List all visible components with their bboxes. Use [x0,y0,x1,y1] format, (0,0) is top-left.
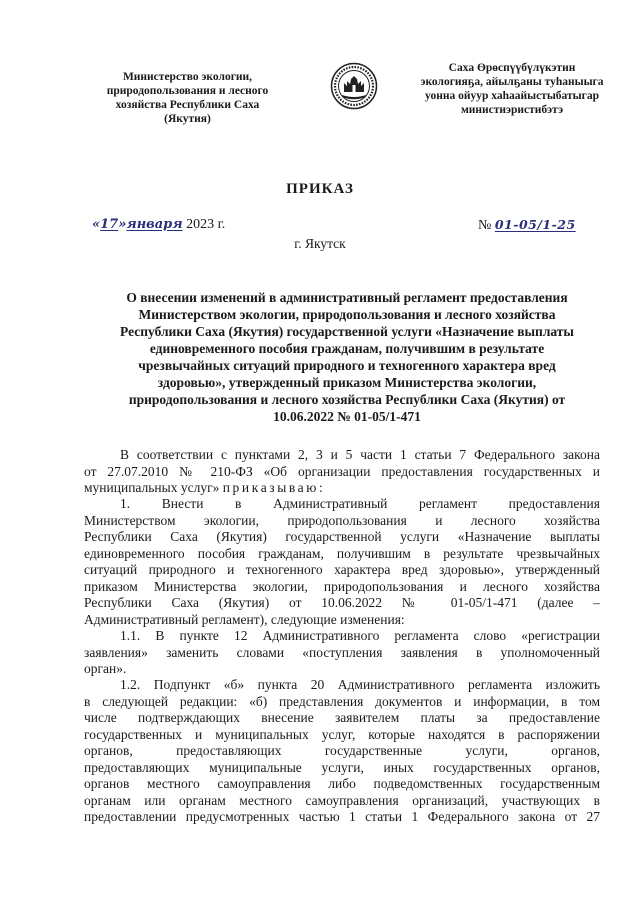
coat-of-arms-icon [330,62,378,110]
body-line: государственных и муниципальных услуг, которые находятся в распоряжении [84,726,600,742]
date-month: января [126,217,183,232]
body-line: предоставляющих муниципальные услуги, иных государственных органов, [84,759,600,775]
body-line: ситуаций природного и техногенного характера вред здоровью», утвержденный [84,562,600,577]
body-line: органов, предоставляющих государственные услуги, органов, [84,743,600,758]
heading-line: природопользования и лесного хозяйства Республики Саха (Якутия) от [128,392,566,407]
ministry-name-sakha [396,61,628,117]
ministry-name-line: (Якутия) [164,113,211,125]
ministry-name-line: Саха Өрөспүүбүлүкэтин [448,62,576,74]
body-line: Министерством экологии, природопользования и лесного хозяйства [84,512,600,528]
date-close-quote: » [118,217,127,232]
document-title: ПРИКАЗ [286,181,354,197]
body-line: орган». [84,661,127,676]
date-open-quote: « [92,217,101,232]
body-line: предоставлении предусмотренных частью 1 статьи 1 Федерального закона от 27 [84,809,600,824]
ministry-name-line: экологияҕа, айылҕаны туһаныыга [420,76,604,88]
ministry-name-line: хозяйства Республики Саха [115,99,260,111]
body-line: от 27.07.2010 № 210-ФЗ «Об организации предоставления государственных и [84,463,600,479]
number-value: 01-05/1-25 [494,217,576,232]
body-line: 1.2. Подпункт «б» пункта 20 Административного регламента изложить [120,677,600,692]
body-line: В соответствии с пунктами 2, 3 и 5 части 1 статьи 7 Федерального закона [120,447,600,462]
body-line: Республики Саха (Якутия) от 10.06.2022 № 01-05/1-471 (далее – [84,595,600,610]
date-day: 17 [100,217,119,232]
body-line: органов местного самоуправления либо подведомственных государственным [84,776,600,791]
body-line: числе подтверждающих внесение заявителем платы за предоставление [84,710,600,725]
ministry-name-line: министиэристибэтэ [460,104,564,116]
ministry-name-line: природопользования и лесного [106,85,269,97]
ministry-name-line: уонна ойуур хаһаайыстыбатыгар [424,90,600,102]
item-1-2-paragraph [84,677,600,826]
body-line: Административный регламент), следующие изменения: [84,611,405,627]
body-line: заявления» заменить словами «поступления заявления в уполномоченный [84,644,600,660]
order-number [478,217,576,234]
heading-line: О внесении изменений в административный регламент предоставления [126,290,568,305]
city-name: г. Якутск [294,236,346,251]
ministry-name-russian [80,70,295,126]
date-year: 2023 г. [186,217,226,232]
heading-line: 10.06.2022 № 01-05/1-471 [273,409,421,424]
body-line: приказом Министерства экологии, природопользования и лесного хозяйства [84,578,600,594]
heading-line: чрезвычайных ситуаций природного и техногенного характера вред [138,358,556,373]
heading-line: единовременного пособия гражданам, получившим в результате [149,341,545,356]
order-heading [84,289,610,425]
ministry-name-line: Министерство экологии, [122,71,253,83]
body-line: единовременного пособия гражданам, получившим в результате чрезвычайных [84,545,600,561]
body-line [84,480,600,497]
body-line: 1. Внести в Административный регламент предоставления [120,496,600,511]
body-line: в следующей редакции: «б) представления документов и информации, в том [84,693,600,709]
heading-line: здоровью», утвержденный приказом Министерства экологии, [157,375,537,390]
body-line: Республики Саха (Якутия) государственной услуги «Назначение выплаты [84,529,600,544]
heading-line: Министерством экологии, природопользования и лесного хозяйства [138,307,556,322]
item-1-1-paragraph [84,628,600,678]
number-prefix: № [478,218,492,233]
order-word: приказываю: [222,480,326,495]
body-line: 1.1. В пункте 12 Административного регламента слово «регистрации [120,628,600,643]
item-1-paragraph [84,496,600,628]
order-date [92,217,225,233]
preamble-end-text: муниципальных услуг» [84,480,220,495]
body-line: органам или органам местного самоуправления организаций, участвующих в [84,792,600,808]
heading-line: Республики Саха (Якутия) государственной услуги «Назначение выплаты [120,324,574,339]
preamble-paragraph [84,447,600,497]
